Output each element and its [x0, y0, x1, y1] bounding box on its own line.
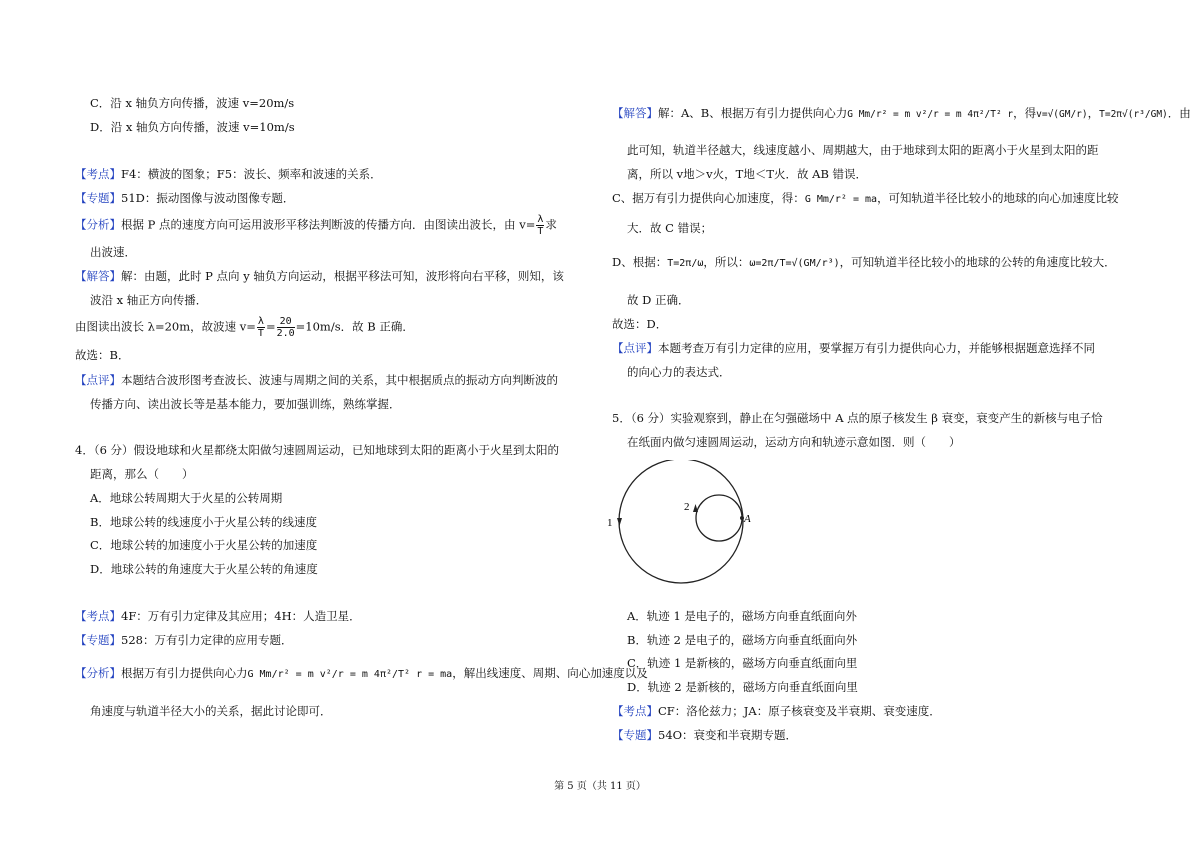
q4-stem-1: 4．（6 分）假设地球和火星都绕太阳做匀速圆周运动，已知地球到太阳的距离小于火星到太阳的 — [75, 443, 560, 457]
q4-fenxi: 【分析】根据万有引力提供向心力G Mm/r² = m v²/r = m 4π²/T² r = ma，解出线速度、周期、向心加速度以及 — [75, 666, 648, 680]
kaodian-tag: 【考点】 — [75, 609, 121, 623]
zhuanti-tag: 【专题】 — [612, 728, 658, 742]
kaodian-tag: 【考点】 — [612, 704, 658, 718]
q5-option-d: D．轨迹 2 是新核的，磁场方向垂直纸面向里 — [627, 680, 858, 694]
trajectory-figure — [604, 460, 754, 590]
q5-option-c: C．轨迹 1 是新核的，磁场方向垂直纸面向里 — [627, 656, 858, 670]
formula: v=√(GM/r) — [1036, 109, 1088, 120]
formula: ω=2π/T=√(GM/r³) — [749, 258, 840, 269]
q4-kaodian: 【考点】4F：万有引力定律及其应用；4H：人造卫星． — [75, 609, 361, 623]
track-1-arrow — [617, 518, 622, 526]
q3-option-c: C．沿 x 轴负方向传播，波速 v=20m/s — [90, 96, 295, 110]
q3-zhuanti: 【专题】51D：振动图像与波动图像专题． — [75, 191, 295, 205]
fraction: $\frac{\lambda}{T}$ — [537, 214, 544, 237]
q5-option-a: A．轨迹 1 是电子的，磁场方向垂直纸面向外 — [627, 609, 857, 623]
formula: G Mm/r² = m v²/r = m 4π²/T² r = ma — [247, 669, 453, 680]
q4-jieda-5: 大．故 C 错误； — [627, 221, 713, 235]
q5-stem-1: 5．（6 分）实验观察到，静止在匀强磁场中 A 点的原子核发生 β 衰变，衰变产生的新核与电子恰 — [612, 411, 1103, 425]
q5-stem-2: 在纸面内做匀速圆周运动，运动方向和轨迹示意如图．则（ ） — [627, 435, 961, 449]
jieda-tag: 【解答】 — [612, 106, 658, 120]
q4-select: 故选：D． — [612, 317, 668, 331]
q4-jieda-6: D、根据：T=2π/ω，所以：ω=2π/T=√(GM/r³)，可知轨道半径比较小的地球的公转的角速度比较大． — [612, 255, 1116, 269]
q4-jieda-2: 此可知，轨道半径越大，线速度越小、周期越大，由于地球到太阳的距离小于火星到太阳的距 — [627, 143, 1099, 157]
formula: T=2π/ω — [667, 258, 704, 269]
q3-jieda-2: 波沿 x 轴正方向传播． — [90, 293, 208, 307]
q4-option-d: D．地球公转的角速度大于火星公转的角速度 — [90, 562, 318, 576]
formula: T=2π√(r³/GM) — [1099, 109, 1168, 120]
q3-select: 故选：B． — [75, 348, 130, 362]
formula: G Mm/r² = ma — [804, 194, 878, 205]
q4-fenxi-2: 角速度与轨道半径大小的关系，据此讨论即可． — [90, 704, 332, 718]
track-2-circle — [696, 495, 742, 541]
q4-jieda-1: 【解答】解：A、B、根据万有引力提供向心力G Mm/r² = m v²/r = m 4π²/T² r，得v=√(GM/r)，T=2π√(r³/GM)．由 — [612, 106, 1191, 120]
q5-option-b: B．轨迹 2 是电子的，磁场方向垂直纸面向外 — [627, 633, 858, 647]
fenxi-tag: 【分析】 — [75, 217, 121, 232]
q3-fenxi: 【分析】根据 P 点的速度方向可运用波形平移法判断波的传播方向．由图读出波长，由 v= $\frac{\lambda}{T}$ 求 — [75, 214, 557, 237]
page-footer: 第 5 页（共 11 页） — [554, 781, 646, 792]
zhuanti-tag: 【专题】 — [75, 191, 121, 205]
formula: G Mm/r² = m v²/r = m 4π²/T² r — [847, 109, 1014, 120]
q4-option-a: A．地球公转周期大于火星的公转周期 — [90, 491, 283, 505]
q3-dianping-2: 传播方向、读出波长等是基本能力，要加强训练，熟练掌握． — [90, 397, 401, 411]
q5-kaodian: 【考点】CF：洛伦兹力；JA：原子核衰变及半衰期、衰变速度． — [612, 704, 941, 718]
track-1-label: 1 — [607, 517, 613, 529]
q3-kaodian: 【考点】F4：横波的图象；F5：波长、频率和波速的关系． — [75, 167, 382, 181]
zhuanti-tag: 【专题】 — [75, 633, 121, 647]
q4-option-b: B．地球公转的线速度小于火星公转的线速度 — [90, 515, 317, 529]
fraction: $\frac{\lambda}{T}$ — [257, 316, 264, 339]
q3-option-d: D．沿 x 轴负方向传播，波速 v=10m/s — [90, 120, 295, 134]
dianping-tag: 【点评】 — [75, 373, 121, 387]
q3-jieda-3: 由图读出波长 λ=20m，故波速 v= $\frac{\lambda}{T}$ = $\frac{20}{2.0}$ =10m/s．故 B 正确． — [75, 316, 414, 339]
q3-fenxi-2: 出波速． — [90, 245, 136, 259]
q4-option-c: C．地球公转的加速度小于火星公转的加速度 — [90, 538, 318, 552]
q4-dianping-2: 的向心力的表达式． — [627, 365, 731, 379]
q4-dianping-1: 【点评】本题考查万有引力定律的应用，要掌握万有引力提供向心力，并能够根据题意选择不同 — [612, 341, 1095, 355]
point-a-label: A — [744, 513, 751, 525]
q4-zhuanti: 【专题】528：万有引力定律的应用专题． — [75, 633, 293, 647]
track-2-label: 2 — [684, 501, 690, 513]
track-1-circle — [619, 460, 743, 583]
q3-dianping-1: 【点评】本题结合波形图考查波长、波速与周期之间的关系，其中根据质点的振动方向判断波的 — [75, 373, 558, 387]
q4-jieda-3: 离，所以 v地＞v火，T地＜T火．故 AB 错误． — [627, 167, 868, 181]
track-2-arrow — [693, 504, 698, 512]
kaodian-tag: 【考点】 — [75, 167, 121, 181]
q3-jieda-1: 【解答】解：由题，此时 P 点向 y 轴负方向运动，根据平移法可知，波形将向右平移，则知，该 — [75, 269, 564, 283]
q4-jieda-7: 故 D 正确． — [627, 293, 690, 307]
dianping-tag: 【点评】 — [612, 341, 658, 355]
q4-stem-2: 距离，那么（ ） — [90, 467, 194, 481]
jieda-tag: 【解答】 — [75, 269, 121, 283]
fenxi-tag: 【分析】 — [75, 666, 121, 680]
q4-jieda-4: C、据万有引力提供向心加速度，得：G Mm/r² = ma，可知轨道半径比较小的地球的向心加速度比较 — [612, 191, 1119, 205]
q5-zhuanti: 【专题】54O：衰变和半衰期专题． — [612, 728, 798, 742]
fraction: $\frac{20}{2.0}$ — [276, 316, 295, 339]
